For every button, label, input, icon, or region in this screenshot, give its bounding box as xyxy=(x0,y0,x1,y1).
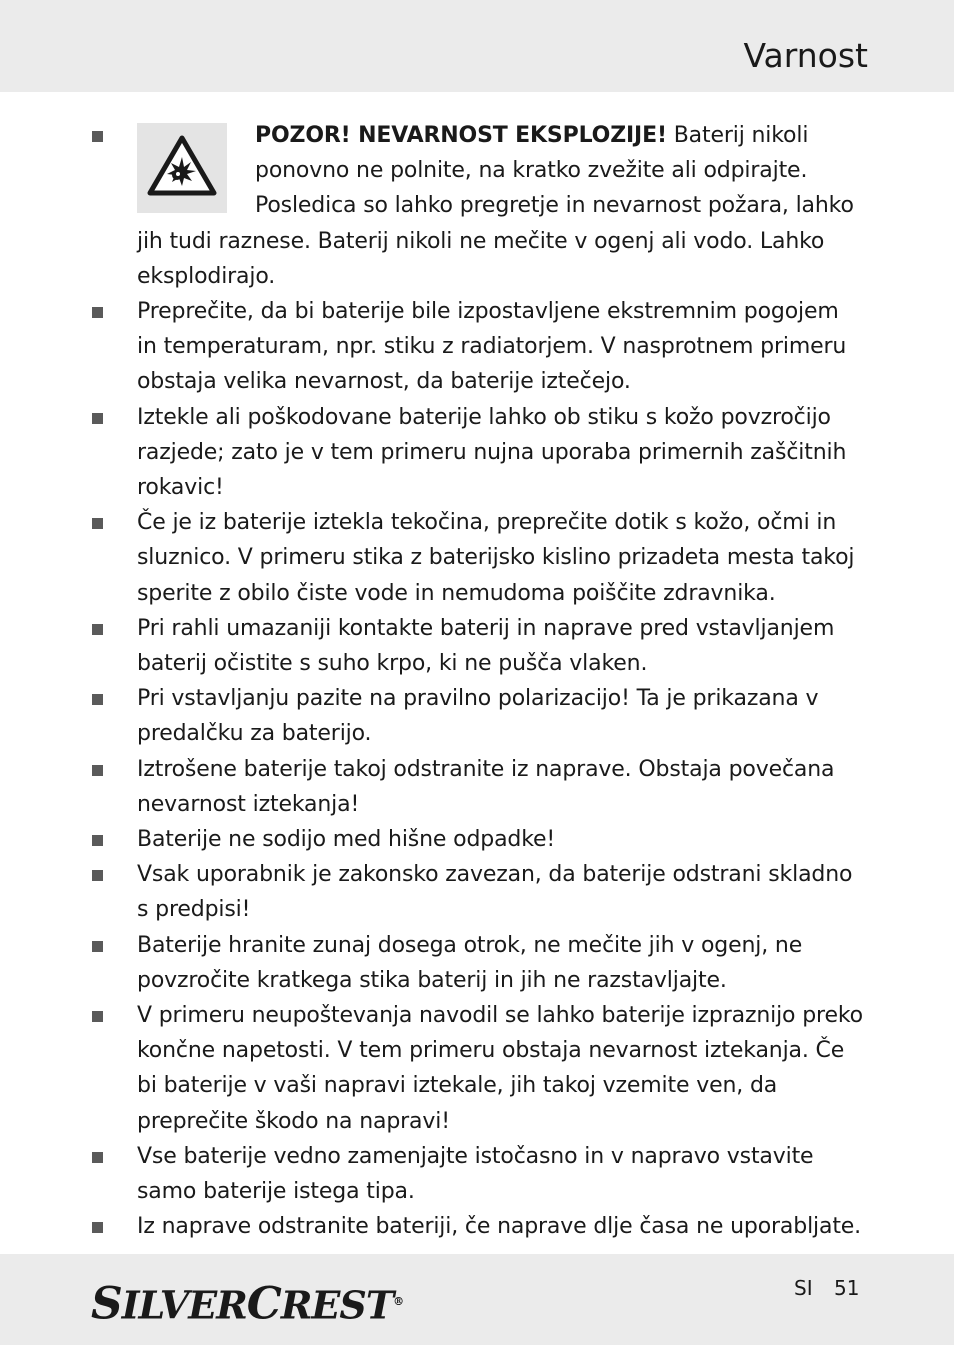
list-item xyxy=(0,400,863,506)
bullet-square xyxy=(92,765,103,776)
list-item xyxy=(0,681,863,751)
list-item-text: Iztekle ali poškodovane baterije lahko ob stiku s kožo povzročijo razjede; zato je v tem primeru nujna uporaba primernih zaščitnih rokavic! xyxy=(137,404,847,501)
language-code: SI xyxy=(794,1276,813,1300)
list-item-text: Preprečite, da bi baterije bile izpostavljene ekstremnim pogojem in temperaturam, npr. stiku z radiatorjem. V nasprotnem primeru obstaja velika nevarnost, da baterije iztečejo. xyxy=(137,299,847,395)
list-item-warning xyxy=(0,118,863,294)
list-item xyxy=(0,857,863,927)
list-item xyxy=(0,294,863,400)
list-item-text: Če je iz baterije iztekla tekočina, preprečite dotik s kožo, očmi in sluznico. V primeru stika z baterijsko kislino prizadeta mesta takoj sperite z obilo čiste vode in nemudoma poiščite zdravnika. xyxy=(137,510,855,606)
list-item-text: Iztrošene baterije takoj odstranite iz naprave. Obstaja povečana nevarnost iztekanja! xyxy=(137,756,835,817)
list-item xyxy=(0,611,863,681)
list-item-text: Vsak uporabnik je zakonsko zavezan, da baterije odstrani skladno s predpisi! xyxy=(137,862,853,923)
page-title: Varnost xyxy=(743,36,868,75)
safety-list xyxy=(0,118,954,1245)
bullet-square xyxy=(92,835,103,846)
list-item xyxy=(0,505,863,611)
bullet-square xyxy=(92,307,103,318)
bullet-square xyxy=(92,1152,103,1163)
brand-logo: SILVERCREST® xyxy=(91,1278,404,1330)
bullet-square xyxy=(92,941,103,952)
bullet-square xyxy=(92,1011,103,1022)
bullet-square xyxy=(92,694,103,705)
bullet-square xyxy=(92,1222,103,1233)
list-item-text: Baterije ne sodijo med hišne odpadke! xyxy=(137,827,556,853)
list-item-text: V primeru neupoštevanja navodil se lahko baterije izpraznijo preko končne napetosti. V tem primeru obstaja nevarnost iztekanja. Če bi baterije v vaši napravi iztekale, jih takoj vzemite ven, da preprečite škodo na napravi! xyxy=(137,1003,863,1134)
list-item-text: Pri vstavljanju pazite na pravilno polarizacijo! Ta je prikazana v predalčku za baterijo. xyxy=(137,686,819,747)
list-item xyxy=(0,928,863,998)
page-header xyxy=(0,0,954,92)
list-item xyxy=(0,1209,863,1244)
bullet-square xyxy=(92,131,103,142)
bullet-square xyxy=(92,413,103,424)
page-number: 51 xyxy=(834,1276,860,1300)
list-item-text: Vse baterije vedno zamenjajte istočasno in v napravo vstavite samo baterije istega tipa. xyxy=(137,1143,814,1205)
list-item xyxy=(0,752,863,822)
list-item-text: Pri rahli umazaniji kontakte baterij in naprave pred vstavljanjem baterij očistite s suho krpo, ki ne pušča vlaken. xyxy=(137,615,835,677)
warning-heading: POZOR! NEVARNOST EKSPLOZIJE! xyxy=(255,123,667,148)
list-item xyxy=(0,998,863,1139)
list-item xyxy=(0,1139,863,1209)
bullet-square xyxy=(92,518,103,529)
explosive-hazard-icon xyxy=(137,123,227,213)
warning-text: Baterij nikoli ponovno ne polnite, na kratko zvežite ali odpirajte. Posledica so lahko pregretje in nevarnost požara, lahko jih tudi raznese. Baterij nikoli ne mečite v ogenj ali vodo. Lahko eksplodirajo. xyxy=(137,123,854,289)
list-item xyxy=(0,822,863,857)
bullet-square xyxy=(92,624,103,635)
bullet-square xyxy=(92,870,103,881)
list-item-text: Baterije hranite zunaj dosega otrok, ne mečite jih v ogenj, ne povzročite kratkega stika baterij in jih ne razstavljajte. xyxy=(137,932,803,993)
list-item-text: Iz naprave odstranite bateriji, če naprave dlje časa ne uporabljate. xyxy=(137,1214,862,1240)
